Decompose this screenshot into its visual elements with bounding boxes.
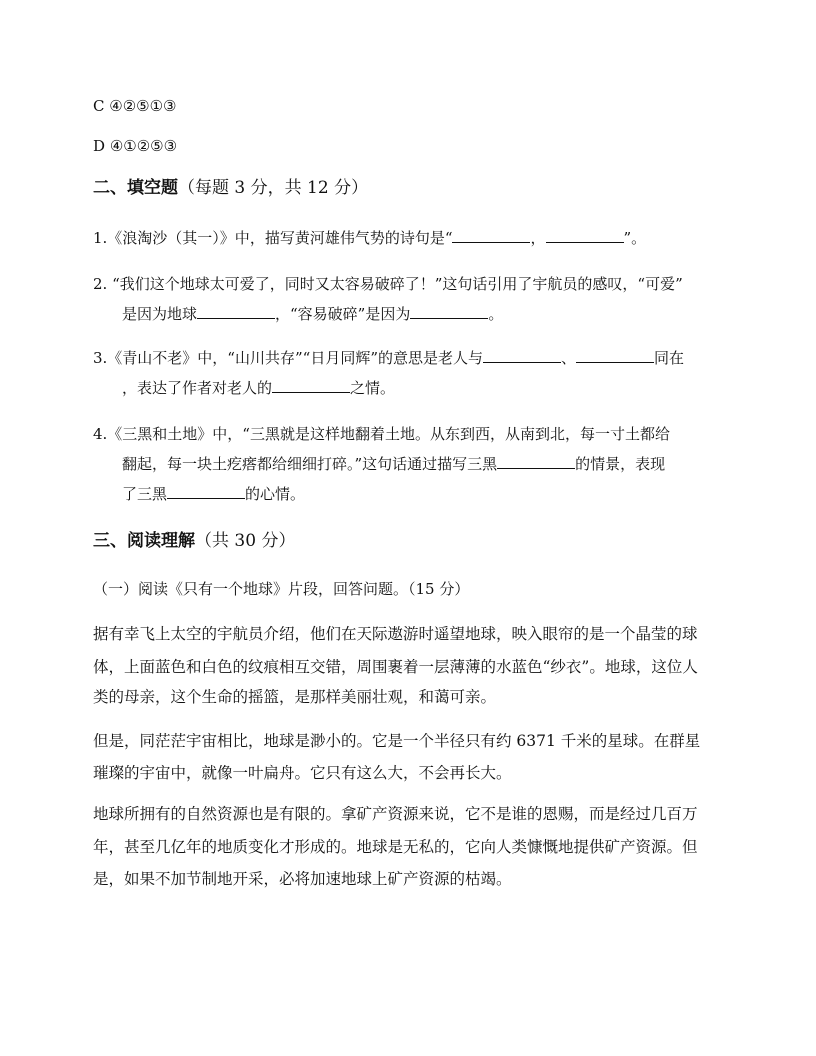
answer-blank[interactable] bbox=[546, 228, 624, 243]
question-4-continued-2 bbox=[122, 484, 305, 504]
section-heading bbox=[93, 531, 295, 551]
question-text: 之情。 bbox=[350, 379, 396, 397]
question-text: ，“容易破碎”是因为 bbox=[275, 305, 411, 323]
section-note: （每题 3 分，共 12 分） bbox=[178, 178, 369, 198]
paragraph-2-line-1 bbox=[93, 731, 700, 751]
question-text: 了三黑 bbox=[122, 485, 168, 503]
section-title: 二、填空题 bbox=[93, 178, 178, 198]
option-c bbox=[93, 96, 177, 116]
question-text: 同在 bbox=[654, 349, 685, 367]
paragraph-text: 类的母亲，这个生命的摇篮，是那样美丽壮观，和蔼可亲。 bbox=[93, 688, 497, 706]
question-text: ，表达了作者对老人的 bbox=[122, 379, 273, 397]
answer-blank[interactable] bbox=[197, 304, 275, 319]
paragraph-text: 但是，同茫茫宇宙相比，地球是渺小的。它是一个半径只有约 6371 千米的星球。在群星 bbox=[93, 732, 701, 750]
paragraph-3-line-3 bbox=[93, 869, 512, 889]
question-text: 1.《浪淘沙（其一）》中，描写黄河雄伟气势的诗句是“ bbox=[93, 229, 453, 247]
paragraph-text: 璀璨的宇宙中，就像一叶扁舟。它只有这么大，不会再长大。 bbox=[93, 764, 512, 782]
answer-blank[interactable] bbox=[483, 348, 561, 363]
question-text: 2. “我们这个地球太可爱了，同时又太容易破碎了！”这句话引用了宇航员的感叹，“可爱” bbox=[93, 275, 683, 293]
question-text: 的情景，表现 bbox=[575, 455, 666, 473]
paragraph-text: 体，上面蓝色和白色的纹痕相互交错，周围裹着一层薄薄的水蓝色“纱衣”。地球，这位人 bbox=[93, 658, 698, 676]
option-letter: C bbox=[93, 97, 105, 115]
answer-blank[interactable] bbox=[410, 304, 488, 319]
question-3-continued bbox=[122, 378, 395, 398]
paragraph-1-line-2 bbox=[93, 657, 698, 677]
section-heading bbox=[93, 178, 368, 198]
option-sequence: ④②⑤①③ bbox=[109, 97, 177, 115]
paragraph-1-line-3 bbox=[93, 687, 496, 707]
paragraph-text: 据有幸飞上太空的宇航员介绍，他们在天际遨游时遥望地球，映入眼帘的是一个晶莹的球 bbox=[93, 625, 698, 643]
paragraph-text: 地球所拥有的自然资源也是有限的。拿矿产资源来说，它不是谁的恩赐，而是经过几百万 bbox=[93, 805, 698, 823]
paragraph-3-line-1 bbox=[93, 804, 698, 824]
answer-blank[interactable] bbox=[497, 454, 575, 469]
paragraph-3-line-2 bbox=[93, 837, 698, 857]
paragraph-text: 是，如果不加节制地开采，必将加速地球上矿产资源的枯竭。 bbox=[93, 870, 512, 888]
answer-blank[interactable] bbox=[452, 228, 530, 243]
answer-blank[interactable] bbox=[167, 484, 245, 499]
question-2-continued bbox=[122, 304, 503, 324]
paragraph-2-line-2 bbox=[93, 763, 512, 783]
question-text: 的心情。 bbox=[245, 485, 306, 503]
question-text: 3.《青山不老》中，“山川共存”“日月同辉”的意思是老人与 bbox=[93, 349, 483, 367]
paragraph-text: 年，甚至几亿年的地质变化才形成的。地球是无私的，它向人类慷慨地提供矿产资源。但 bbox=[93, 838, 698, 856]
question-2 bbox=[93, 274, 683, 294]
section-note: （共 30 分） bbox=[195, 531, 296, 551]
question-4-continued bbox=[122, 454, 665, 474]
question-3 bbox=[93, 348, 684, 368]
question-text: 、 bbox=[561, 349, 577, 367]
question-text: ”。 bbox=[623, 229, 647, 247]
question-text: 。 bbox=[488, 305, 504, 323]
paragraph-1-line-1 bbox=[93, 624, 698, 644]
answer-blank[interactable] bbox=[576, 348, 654, 363]
question-text: 翻起，每一块土疙瘩都给细细打碎。”这句话通过描写三黑 bbox=[122, 455, 498, 473]
question-4 bbox=[93, 424, 670, 444]
question-1 bbox=[93, 228, 646, 248]
subtitle-text: （一）阅读《只有一个地球》片段，回答问题。（15 分） bbox=[93, 580, 470, 598]
option-sequence: ④①②⑤③ bbox=[109, 137, 178, 155]
option-letter: D bbox=[93, 137, 106, 155]
answer-blank[interactable] bbox=[272, 378, 350, 393]
question-text: ， bbox=[530, 229, 546, 247]
option-d bbox=[93, 136, 177, 156]
reading-subtitle bbox=[93, 579, 469, 599]
question-text: 4.《三黑和土地》中，“三黑就是这样地翻着土地。从东到西，从南到北，每一寸土都给 bbox=[93, 425, 670, 443]
section-title: 三、阅读理解 bbox=[93, 531, 195, 551]
question-text: 是因为地球 bbox=[122, 305, 198, 323]
